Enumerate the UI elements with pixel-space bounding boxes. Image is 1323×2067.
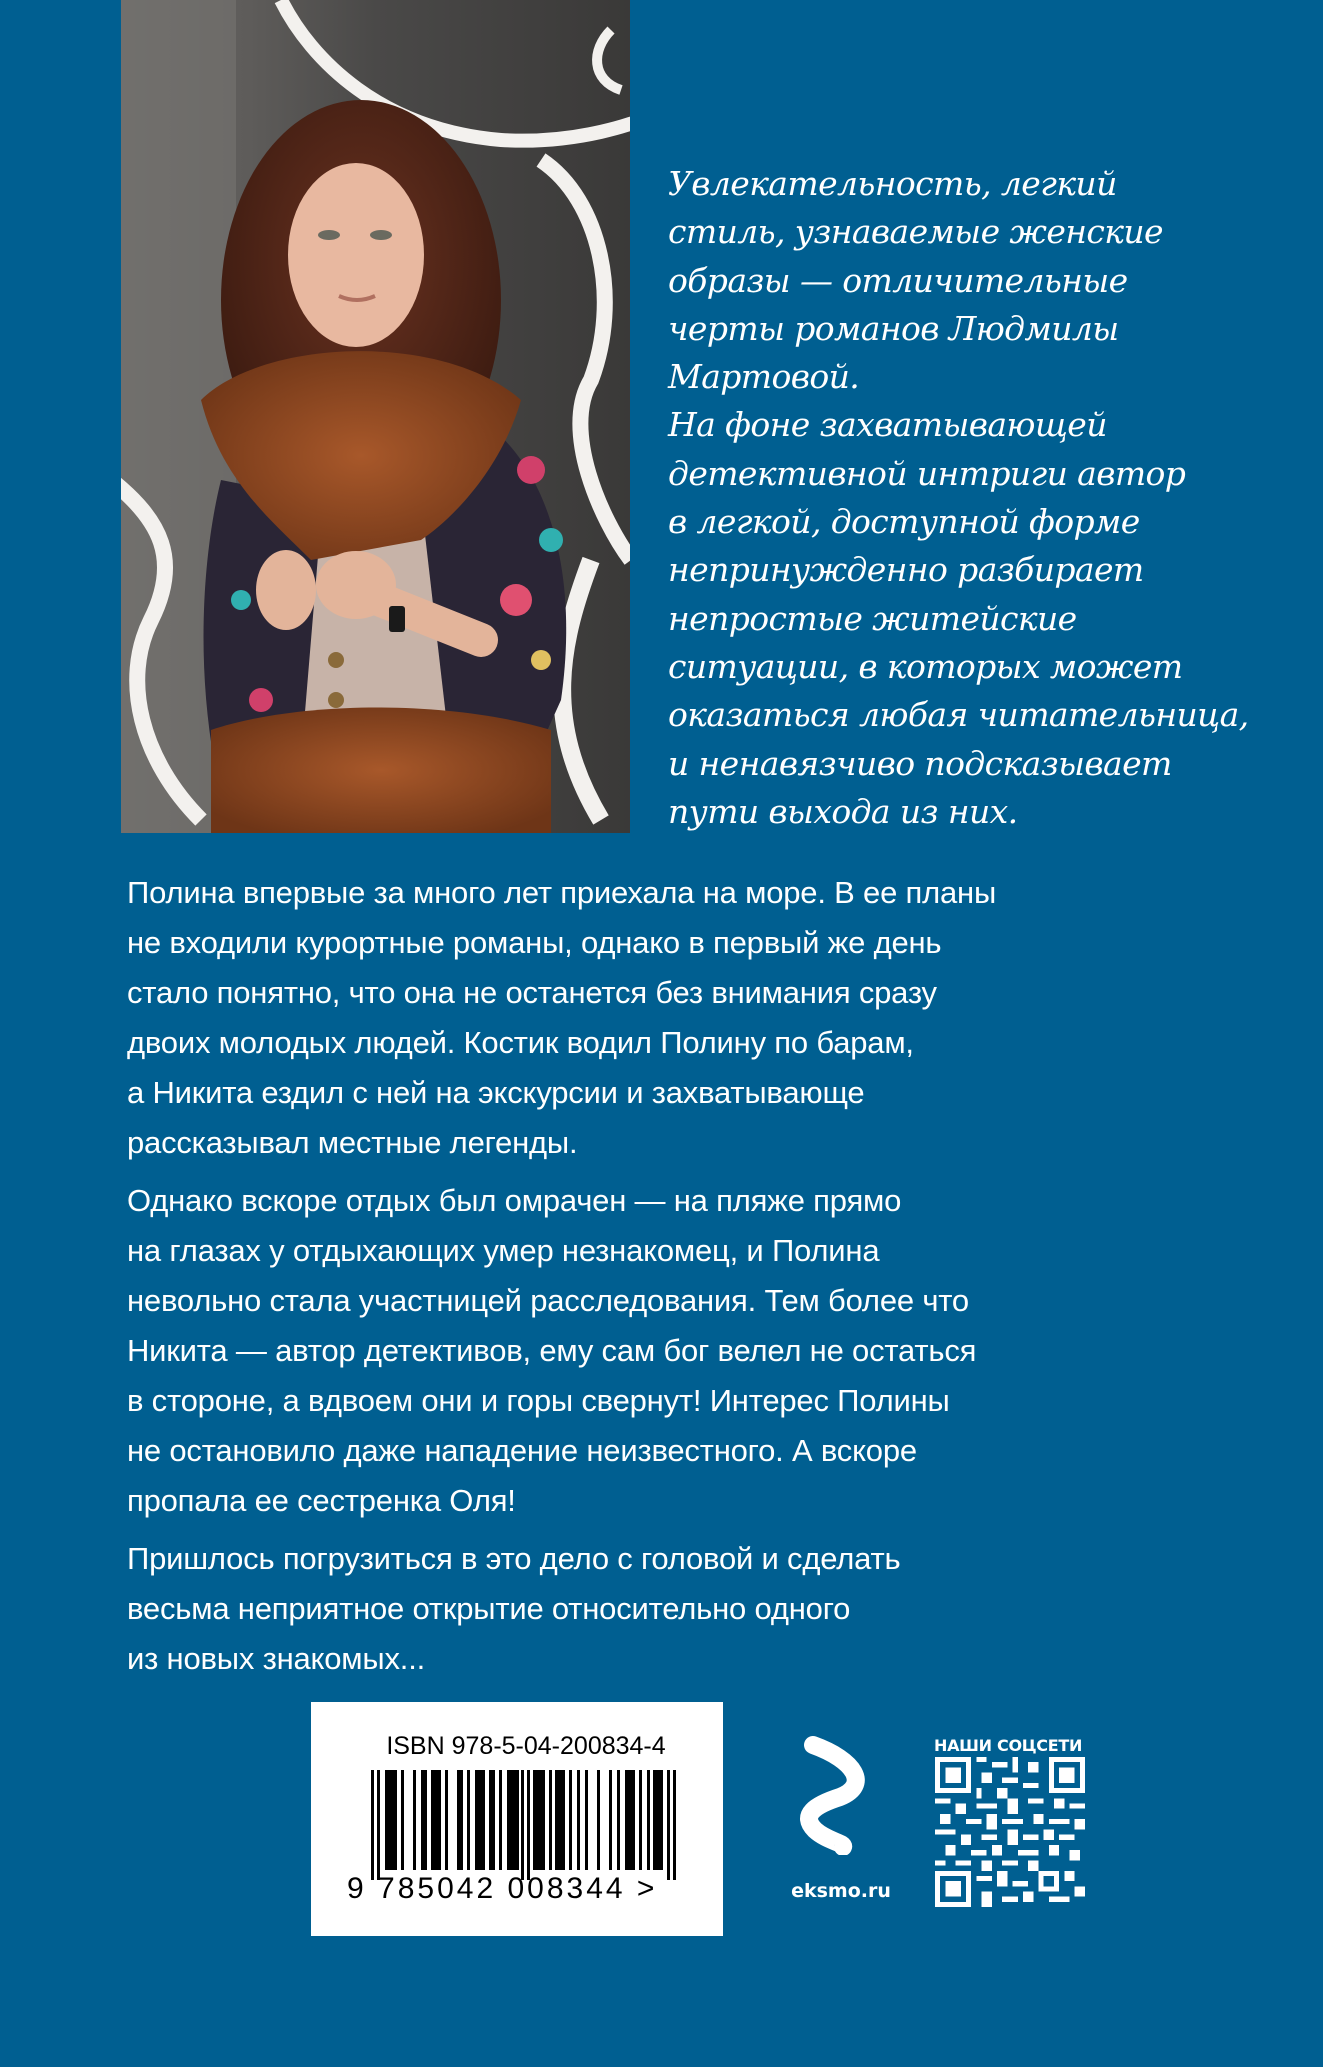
author-portrait-illustration xyxy=(121,0,630,833)
synopsis-paragraph-2 xyxy=(127,1176,1257,1526)
blurb-line: и ненавязчиво подсказывает xyxy=(668,743,1172,783)
blurb-line: Мартовой. xyxy=(668,357,860,397)
author-photo xyxy=(121,0,630,833)
synopsis-line: Полина впервые за много лет приехала на море. В ее планы xyxy=(127,875,997,910)
blurb-line: На фоне захватывающей xyxy=(668,405,1107,445)
ean-digits: 9 785042 008344 > xyxy=(347,1872,658,1905)
isbn-label: ISBN 978-5-04-200834-4 xyxy=(386,1732,666,1760)
synopsis-line: на глазах у отдыхающих умер незнакомец, и Полина xyxy=(127,1233,880,1268)
synopsis-line: из новых знакомых... xyxy=(127,1641,426,1676)
synopsis-line: весьма неприятное открытие относительно одного xyxy=(127,1591,851,1626)
blurb-line: пути выхода из них. xyxy=(668,791,1018,831)
synopsis-line: пропала ее сестренка Оля! xyxy=(127,1483,516,1518)
blurb-line: детективной интриги автор xyxy=(668,453,1186,493)
blurb-line: непринужденно разбирает xyxy=(668,550,1144,590)
synopsis-paragraph-3 xyxy=(127,1534,1257,1684)
synopsis-line: рассказывал местные легенды. xyxy=(127,1125,578,1160)
synopsis-line: не входили курортные романы, однако в первый же день xyxy=(127,925,942,960)
blurb-line: непростые житейские xyxy=(668,598,1077,638)
synopsis-line: Пришлось погрузиться в это дело с головой и сделать xyxy=(127,1541,901,1576)
blurb-line: ситуации, в которых может xyxy=(668,646,1183,686)
synopsis xyxy=(127,868,1257,1692)
synopsis-paragraph-1 xyxy=(127,868,1257,1168)
blurb-line: образы — отличительные xyxy=(668,260,1128,300)
synopsis-line: невольно стала участницей расследования. Тем более что xyxy=(127,1283,969,1318)
blurb-line: Увлекательность, легкий xyxy=(668,164,1117,203)
blurb-line: оказаться любая читательница, xyxy=(668,695,1249,735)
synopsis-line: не остановило даже нападение неизвестного. А вскоре xyxy=(127,1433,917,1468)
qr-code-icon[interactable] xyxy=(935,1757,1085,1907)
synopsis-line: Никита — автор детективов, ему сам бог велел не остаться xyxy=(127,1333,977,1368)
blurb-line: стиль, узнаваемые женские xyxy=(668,212,1163,252)
synopsis-line: Однако вскоре отдых был омрачен — на пляже прямо xyxy=(127,1183,902,1218)
eksmo-logo-icon xyxy=(785,1735,885,1855)
blurb-line: в легкой, доступной форме xyxy=(668,502,1140,542)
author-blurb xyxy=(668,160,1308,836)
publisher-site: eksmo.ru xyxy=(791,1880,891,1902)
blurb-line: черты романов Людмилы xyxy=(668,308,1119,348)
social-title: НАШИ СОЦСЕТИ xyxy=(934,1736,1083,1755)
barcode-icon xyxy=(371,1770,681,1880)
synopsis-line: в стороне, а вдвоем они и горы свернут! Интерес Полины xyxy=(127,1383,950,1418)
synopsis-line: двоих молодых людей. Костик водил Полину по барам, xyxy=(127,1025,914,1060)
isbn-barcode-panel xyxy=(311,1702,723,1936)
synopsis-line: стало понятно, что она не останется без внимания сразу xyxy=(127,975,937,1010)
synopsis-line: а Никита ездил с ней на экскурсии и захватывающе xyxy=(127,1075,865,1110)
